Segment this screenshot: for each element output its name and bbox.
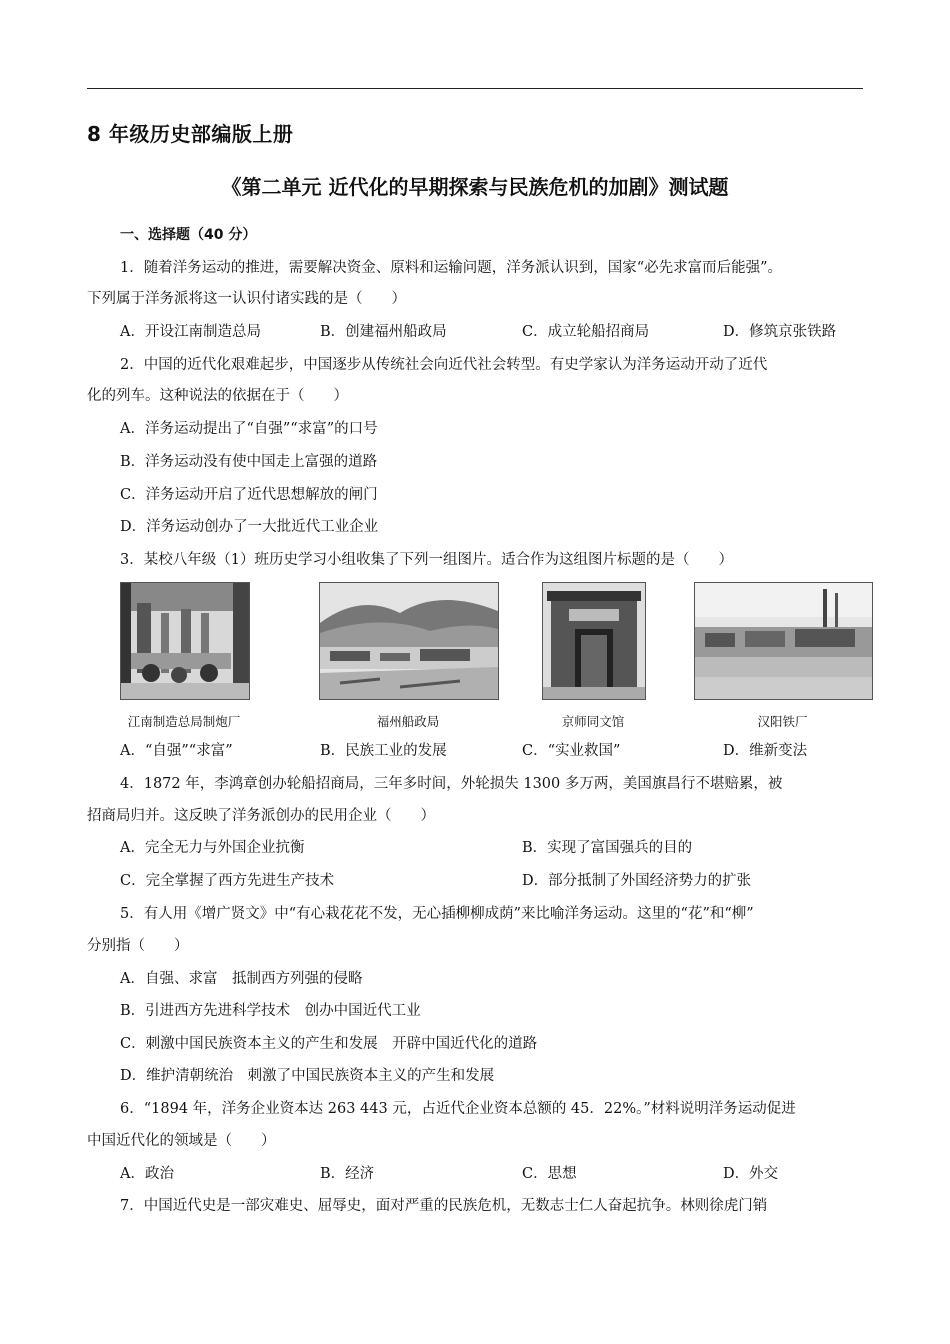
photo-hanyang-ironworks [694,582,873,700]
q1-option-b[interactable]: B．创建福州船政局 [320,324,447,340]
q6-option-c[interactable]: C．思想 [522,1166,577,1182]
q1-stem-cont: 下列属于洋务派将这一认识付诸实践的是（ ） [87,291,406,307]
caption-tongwen: 京师同文馆 [561,714,625,729]
q5-option-b[interactable]: B．引进西方先进科学技术 创办中国近代工业 [120,1003,421,1019]
section-heading: 一、选择题（40 分） [120,227,257,243]
q5-stem-cont: 分别指（ ） [87,938,189,954]
caption-hanyang: 汉阳铁厂 [757,714,808,729]
q4-options-row1 [120,838,880,858]
photo-jiangnan-arsenal [120,582,250,700]
q2-option-c[interactable]: C．洋务运动开启了近代思想解放的闸门 [120,487,378,503]
header-rule [87,88,863,89]
q6-options [120,1164,880,1184]
q7-stem: 7．中国近代史是一部灾难史、屈辱史，面对严重的民族危机，无数志士仁人奋起抗争。林则徐虎门销 [120,1198,768,1214]
q1-option-d[interactable]: D．修筑京张铁路 [723,324,837,340]
q4-option-a[interactable]: A．完全无力与外国企业抗衡 [120,840,305,856]
page-title: 《第二单元 近代化的早期探索与民族危机的加剧》测试题 [221,175,729,199]
q4-option-d[interactable]: D．部分抵制了外国经济势力的扩张 [522,873,752,889]
q3-option-a[interactable]: A．“自强”“求富” [120,743,233,759]
q5-option-c[interactable]: C．刺激中国民族资本主义的产生和发展 开辟中国近代化的道路 [120,1036,538,1052]
q6-option-d[interactable]: D．外交 [723,1166,779,1182]
q3-option-c[interactable]: C．“实业救国” [522,743,621,759]
q2-option-a[interactable]: A．洋务运动提出了“自强”“求富”的口号 [120,421,378,437]
q4-stem: 4．1872 年，李鸿章创办轮船招商局，三年多时间，外轮损失 1300 多万两，美国旗昌行不堪赔累，被 [120,776,783,792]
q5-option-a[interactable]: A．自强、求富 抵制西方列强的侵略 [120,971,363,987]
q5-stem: 5．有人用《增广贤文》中“有心栽花花不发，无心插柳柳成荫”来比喻洋务运动。这里的“花”和“柳” [120,906,754,922]
q1-option-c[interactable]: C．成立轮船招商局 [522,324,650,340]
q3-stem: 3．某校八年级（1）班历史学习小组收集了下列一组图片。适合作为这组图片标题的是（ ） [120,552,733,568]
q4-options-row2 [120,871,880,891]
q2-stem: 2．中国的近代化艰难起步，中国逐步从传统社会向近代社会转型。有史学家认为洋务运动开动了近代 [120,357,768,373]
q2-option-d[interactable]: D．洋务运动创办了一大批近代工业企业 [120,519,379,535]
grade-label: 8 年级历史部编版上册 [87,122,294,146]
q3-option-d[interactable]: D．维新变法 [723,743,808,759]
caption-jiangnan: 江南制造总局制炮厂 [127,714,241,729]
q5-option-d[interactable]: D．维护清朝统治 刺激了中国民族资本主义的产生和发展 [120,1068,495,1084]
caption-fuzhou: 福州船政局 [376,714,440,729]
q1-options [120,322,880,342]
photo-fuzhou-shipyard [319,582,499,700]
q3-options [120,741,880,761]
q6-stem: 6．“1894 年，洋务企业资本达 263 443 元，占近代企业资本总额的 45．22%。”材料说明洋务运动促进 [120,1101,796,1117]
q6-option-a[interactable]: A．政治 [120,1166,174,1182]
q4-stem-cont: 招商局归并。这反映了洋务派创办的民用企业（ ） [87,808,435,824]
q4-option-c[interactable]: C．完全掌握了西方先进生产技术 [120,873,335,889]
q1-stem: 1．随着洋务运动的推进，需要解决资金、原料和运输问题，洋务派认识到，国家“必先求富而后能强”。 [120,260,783,276]
q4-option-b[interactable]: B．实现了富国强兵的目的 [522,840,693,856]
q6-option-b[interactable]: B．经济 [320,1166,375,1182]
q3-option-b[interactable]: B．民族工业的发展 [320,743,447,759]
q2-option-b[interactable]: B．洋务运动没有使中国走上富强的道路 [120,454,378,470]
q1-option-a[interactable]: A．开设江南制造总局 [120,324,261,340]
q2-stem-cont: 化的列车。这种说法的依据在于（ ） [87,388,348,404]
q6-stem-cont: 中国近代化的领域是（ ） [87,1133,276,1149]
photo-tongwen-guan [542,582,646,700]
